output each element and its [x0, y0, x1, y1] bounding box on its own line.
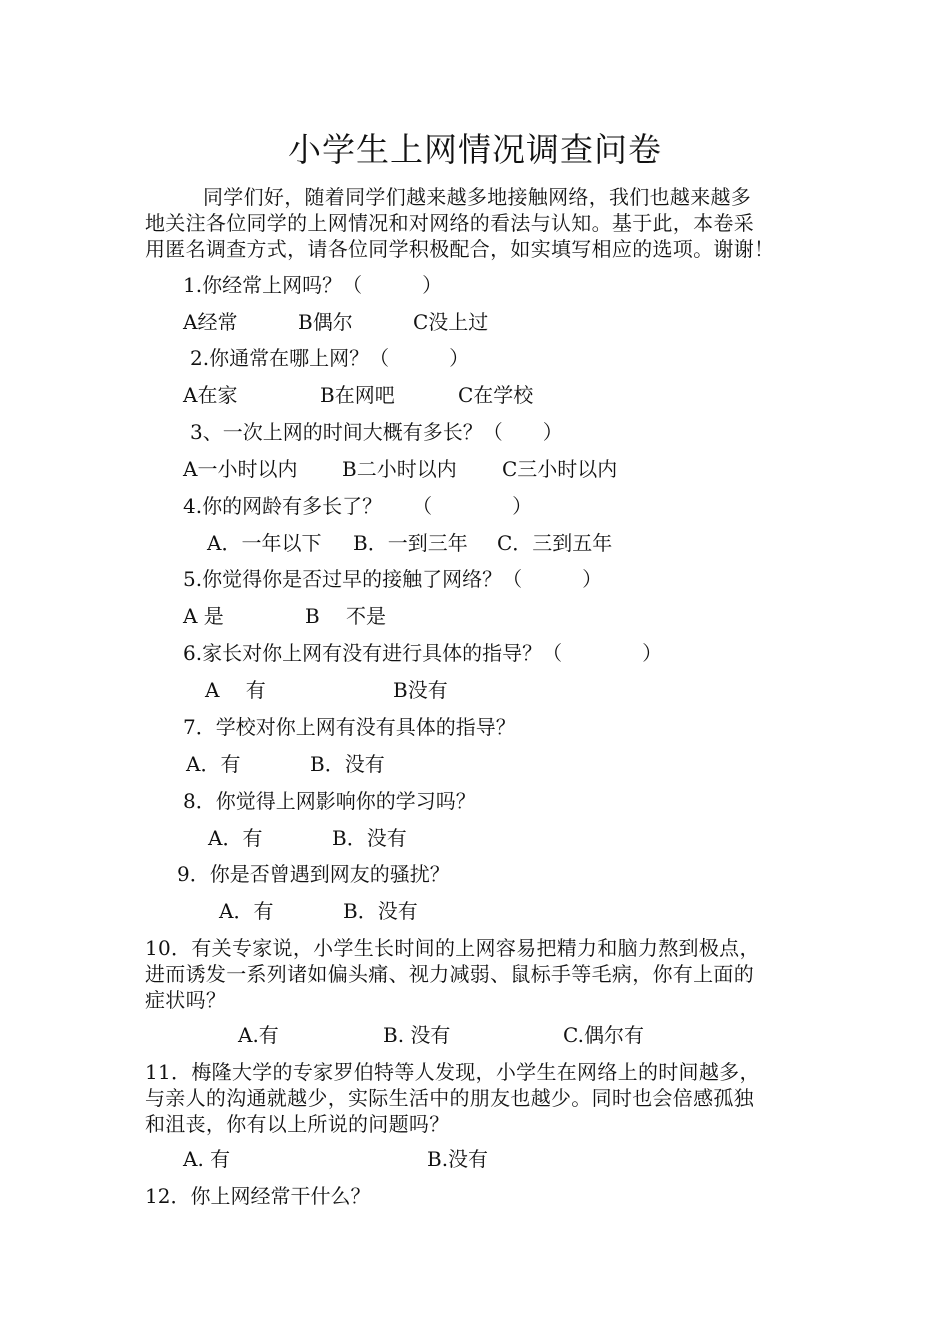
- question-8-option-a: A．有: [208, 826, 263, 850]
- question-11-option-a: A. 有: [183, 1147, 231, 1171]
- question-4-option-c: C．三到五年: [497, 531, 613, 555]
- question-5: 5.你觉得你是否过早的接触了网络？（ ）: [183, 567, 603, 591]
- question-10-option-a: A.有: [238, 1023, 279, 1047]
- question-9: 9．你是否曾遇到网友的骚扰？: [177, 862, 450, 886]
- question-3-option-a: A一小时以内: [183, 457, 298, 481]
- page-title: 小学生上网情况调查问卷: [288, 130, 662, 169]
- question-2: 2.你通常在哪上网？（ ）: [190, 346, 470, 370]
- question-1: 1.你经常上网吗？（ ）: [183, 273, 443, 297]
- question-9-option-b: B．没有: [343, 899, 418, 923]
- question-11-line: 与亲人的沟通就越少，实际生活中的朋友也越少。同时也会倍感孤独: [145, 1086, 754, 1110]
- question-3-option-c: C三小时以内: [502, 457, 618, 481]
- question-10-line: 症状吗？: [145, 988, 227, 1012]
- question-7-option-a: A．有: [186, 752, 241, 776]
- question-9-option-a: A．有: [219, 899, 274, 923]
- question-2-option-b: B在网吧: [320, 383, 395, 407]
- question-10-option-c: C.偶尔有: [563, 1023, 644, 1047]
- question-6-option-a: A 有: [205, 678, 266, 702]
- question-2-option-a: A在家: [183, 383, 238, 407]
- question-4-option-b: B．一到三年: [353, 531, 468, 555]
- question-5-option-a: A 是: [183, 604, 224, 628]
- question-8: 8．你觉得上网影响你的学习吗？: [183, 789, 476, 813]
- question-7: 7．学校对你上网有没有具体的指导？: [183, 715, 516, 739]
- question-10-line: 10．有关专家说，小学生长时间的上网容易把精力和脑力熬到极点，: [145, 936, 760, 960]
- question-3: 3、一次上网的时间大概有多长？（ ）: [190, 420, 563, 444]
- intro-line: 同学们好，随着同学们越来越多地接触网络，我们也越来越多: [203, 185, 752, 209]
- question-10-line: 进而诱发一系列诸如偏头痛、视力减弱、鼠标手等毛病，你有上面的: [145, 962, 754, 986]
- question-1-option-b: B偶尔: [298, 310, 353, 334]
- question-12: 12．你上网经常干什么？: [145, 1184, 371, 1208]
- question-6-option-b: B没有: [393, 678, 448, 702]
- question-1-option-a: A经常: [183, 310, 238, 334]
- question-8-option-b: B．没有: [332, 826, 407, 850]
- question-4-option-a: A．一年以下: [207, 531, 322, 555]
- question-4: 4.你的网龄有多长了？ （ ）: [183, 494, 533, 518]
- question-11-option-b: B.没有: [427, 1147, 489, 1171]
- question-11-line: 和沮丧，你有以上所说的问题吗？: [145, 1112, 450, 1136]
- question-7-option-b: B．没有: [310, 752, 385, 776]
- question-1-option-c: C没上过: [413, 310, 489, 334]
- intro-line: 地关注各位同学的上网情况和对网络的看法与认知。基于此，本卷采: [145, 211, 754, 235]
- question-2-option-c: C在学校: [458, 383, 534, 407]
- question-6: 6.家长对你上网有没有进行具体的指导？（ ）: [183, 641, 663, 665]
- question-5-option-b: B 不是: [305, 604, 387, 628]
- intro-line: 用匿名调查方式，请各位同学积极配合，如实填写相应的选项。谢谢！: [145, 237, 775, 261]
- question-10-option-b: B. 没有: [383, 1023, 451, 1047]
- question-3-option-b: B二小时以内: [342, 457, 457, 481]
- question-11-line: 11．梅隆大学的专家罗伯特等人发现，小学生在网络上的时间越多，: [145, 1060, 760, 1084]
